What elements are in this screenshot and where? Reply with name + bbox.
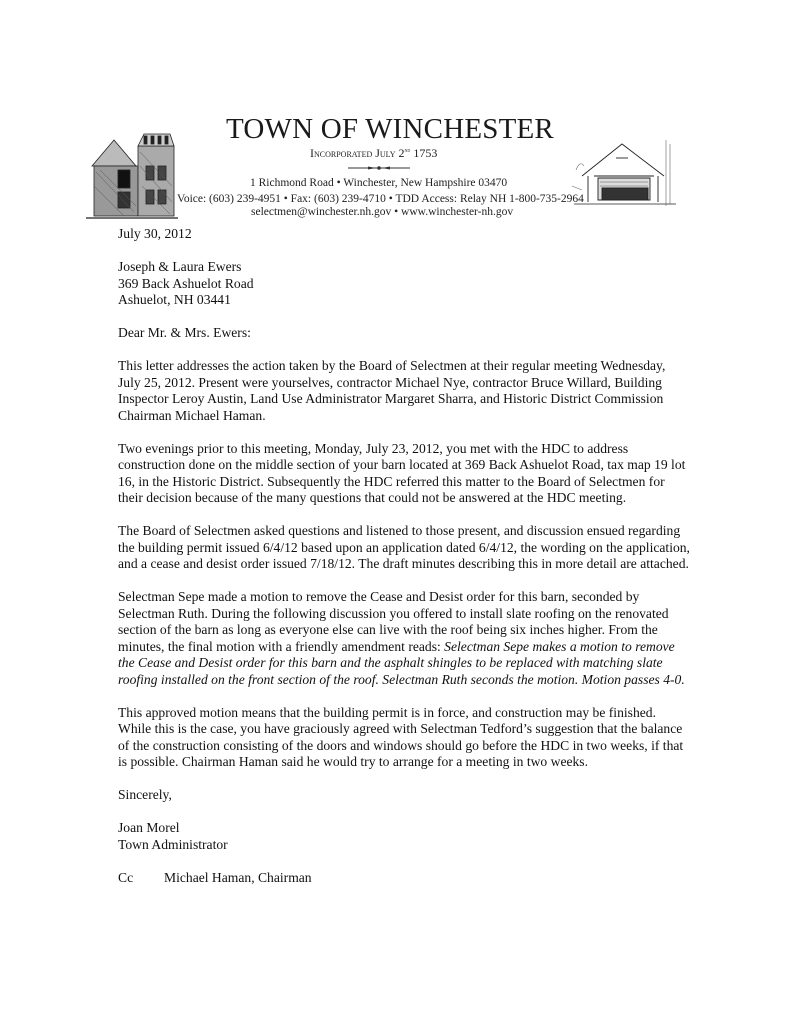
letter-body [118, 226, 690, 886]
paragraph-meeting: This letter addresses the action taken by the Board of Selectmen at their regular meeting Wednesday, July 25, 2012. Present were yourselves, contractor Michael Nye, contractor Bruce Willard, Building Inspector Leroy Austin, Land Use Administrator Margaret Sharra, and Historic District Commission Chairman Michael Haman. [118, 358, 666, 423]
signature-block [118, 820, 690, 853]
covered-bridge-sketch-icon [570, 130, 680, 214]
cc-label: Cc [118, 869, 134, 885]
letterhead-phones: Voice: (603) 239-4951 • Fax: (603) 239-4710 • TDD Access: Relay NH 1-800-735-2964 [177, 193, 584, 205]
cc-recipient: Michael Haman, Chairman [164, 869, 312, 885]
recipient-street: 369 Back Ashuelot Road [118, 275, 254, 291]
motion-quote: Selectman Sepe makes a motion to remove the Cease and Desist order for this barn and the asphalt shingles to be replaced with matching slate roofing installed on the front section of the roof. Selectman Ruth seconds the motion. Motion passes 4-0. [118, 638, 685, 687]
signer-title: Town Administrator [118, 836, 228, 852]
valediction: Sincerely, [118, 787, 172, 802]
recipient-name: Joseph & Laura Ewers [118, 259, 242, 274]
recipient-city: Ashuelot, NH 03441 [118, 292, 231, 307]
paragraph-approval: This approved motion means that the building permit is in force, and construction may be finished. While this is the case, you have graciously agreed with Selectman Tedford’s suggestion that the balance of the construction consisting of the doors and windows should go before the HDC in two weeks, if that is possible. Chairman Haman said he would try to arrange for a meeting in two weeks. [118, 704, 684, 769]
letterhead-address: 1 Richmond Road • Winchester, New Hampshire 03470 [250, 177, 508, 189]
letterhead-contacts: selectmen@winchester.nh.gov • www.winchester-nh.gov [251, 206, 514, 218]
town-hall-sketch-icon [84, 126, 180, 224]
cc-line [118, 870, 690, 887]
salutation: Dear Mr. & Mrs. Ewers: [118, 325, 251, 340]
paragraph-hdc: Two evenings prior to this meeting, Monday, July 23, 2012, you met with the HDC to address construction done on the middle section of your barn located at 369 Back Ashuelot Road, tax map 19 lot 16, in the Historic District. Subsequently the HDC referred this matter to the Board of Selectmen for their decision because of the many questions that could not be answered at the HDC meeting. [118, 440, 686, 505]
letter-date: July 30, 2012 [118, 226, 192, 241]
paragraph-motion: Selectman Sepe made a motion to remove the Cease and Desist order for this barn, seconded by Selectman Ruth. During the following discussion you offered to install slate roofing on the renovated section of the barn as long as everyone else can live with the roof being six inches higher. From the minutes, the final motion with a friendly amendment reads: Selectman Sepe makes a motion to remove the Cease and Desist order for this barn and the asphalt shingles to be replaced with matching slate roofing installed on the front section of the roof. Selectman Ruth seconds the motion. Motion passes 4-0. [118, 589, 685, 687]
ornament-divider-icon [348, 166, 410, 170]
letterhead [0, 0, 800, 230]
incorporated-line: Incorporated July 2nd 1753 [310, 146, 438, 160]
signer-name: Joan Morel [118, 820, 180, 835]
recipient-address [118, 259, 690, 309]
town-name-heading: TOWN OF WINCHESTER [226, 113, 554, 145]
paragraph-discussion: The Board of Selectmen asked questions and listened to those present, and discussion ensued regarding the building permit issued 6/4/12 based upon an application dated 6/4/12, the wording on the application, and a cease and desist order issued 7/18/12. The draft minutes describing this in more detail are attached. [118, 523, 690, 571]
